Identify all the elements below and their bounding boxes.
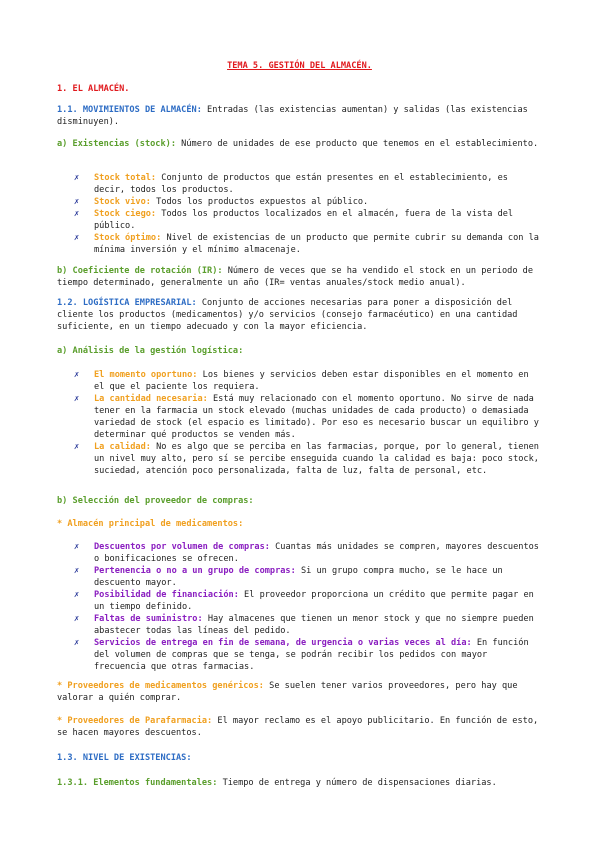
- term-financiacion: Posibilidad de financiación:: [94, 590, 239, 600]
- text-stock-ciego: Todos los productos localizados en el almacén, fuera de la vista del público.: [94, 209, 514, 231]
- list-item: [74, 369, 542, 393]
- heading-elementos: 1.3.1. Elementos fundamentales:: [57, 778, 218, 788]
- text-stock-optimo: Nivel de existencias de un producto que permite cubrir su demanda con la mínima inversión y el mínimo almacenaje.: [94, 233, 539, 255]
- heading-analisis: a) Análisis de la gestión logística:: [57, 346, 244, 356]
- cross-bullet-icon: ✗: [74, 566, 80, 576]
- cross-bullet-icon: ✗: [74, 209, 80, 219]
- cross-bullet-icon: ✗: [74, 590, 80, 600]
- list-stock-types: [74, 172, 542, 256]
- list-item: [74, 613, 542, 637]
- list-item: [74, 637, 542, 673]
- list-item: [74, 441, 542, 477]
- heading-parafarmacia: * Proveedores de Parafarmacia:: [57, 716, 213, 726]
- heading-seleccion: b) Selección del proveedor de compras:: [57, 496, 254, 506]
- list-almacen-principal: [74, 541, 542, 673]
- cross-bullet-icon: ✗: [74, 173, 80, 183]
- text-movimientos: Entradas (las existencias aumentan) y salidas (las existencias disminuyen).: [57, 105, 528, 127]
- cross-bullet-icon: ✗: [74, 197, 80, 207]
- term-stock-optimo: Stock óptimo:: [94, 233, 162, 243]
- term-cantidad-necesaria: La cantidad necesaria:: [94, 394, 208, 404]
- heading-almacen-principal: * Almacén principal de medicamentos:: [57, 519, 244, 529]
- paragraph-logistica: [57, 297, 545, 333]
- text-logistica: Conjunto de acciones necesarias para poner a disposición del cliente los productos (medicamentos) y/o servicios (consejo farmacéutico) en una cantidad suficiente, en un tiempo adecuado y con la mayor eficiencia.: [57, 298, 518, 332]
- list-item: [74, 565, 542, 589]
- heading-genericos: * Proveedores de medicamentos genéricos:: [57, 681, 264, 691]
- section-heading-1: 1. EL ALMACÉN.: [57, 84, 130, 94]
- cross-bullet-icon: ✗: [74, 394, 80, 404]
- text-momento-oportuno: Los bienes y servicios deben estar disponibles en el momento en el que el paciente los requiera.: [94, 370, 529, 392]
- list-item: [74, 589, 542, 613]
- term-servicios-entrega: Servicios de entrega en fin de semana, de urgencia o varias veces al día:: [94, 638, 472, 648]
- list-item: [74, 541, 542, 565]
- cross-bullet-icon: ✗: [74, 638, 80, 648]
- cross-bullet-icon: ✗: [74, 442, 80, 452]
- list-item: [74, 208, 542, 232]
- cross-bullet-icon: ✗: [74, 233, 80, 243]
- text-descuentos-volumen: Cuantas más unidades se compren, mayores descuentos o bonificaciones se ofrecen.: [94, 542, 539, 564]
- paragraph-rotacion: [57, 265, 545, 289]
- text-stock-total: Conjunto de productos que están presentes en el establecimiento, es decir, todos los productos.: [94, 173, 508, 195]
- cross-bullet-icon: ✗: [74, 614, 80, 624]
- text-servicios-entrega: En función del volumen de compras que se tenga, se podrán recibir los pedidos con mayor frecuencia que otras farmacias.: [94, 638, 529, 672]
- term-calidad: La calidad:: [94, 442, 151, 452]
- term-stock-total: Stock total:: [94, 173, 157, 183]
- cross-bullet-icon: ✗: [74, 542, 80, 552]
- text-existencias: Número de unidades de ese producto que tenemos en el establecimiento.: [176, 139, 539, 149]
- paragraph-elementos: [57, 777, 545, 789]
- paragraph-movimientos: [57, 104, 545, 128]
- text-calidad: No es algo que se perciba en las farmacias, porque, por lo general, tienen un nivel muy alto, pero sí se percibe enseguida cuando la calidad es baja: poco stock, suciedad, atención poco personalizada, falta de luz, falta de personal, etc.: [94, 442, 539, 476]
- term-stock-vivo: Stock vivo:: [94, 197, 151, 207]
- heading-nivel-existencias: 1.3. NIVEL DE EXISTENCIAS:: [57, 753, 192, 763]
- paragraph-genericos: [57, 680, 545, 704]
- term-momento-oportuno: El momento oportuno:: [94, 370, 198, 380]
- cross-bullet-icon: ✗: [74, 370, 80, 380]
- document-title: TEMA 5. GESTIÓN DEL ALMACÉN.: [227, 61, 372, 71]
- text-financiacion: El proveedor proporciona un crédito que permite pagar en un tiempo definido.: [94, 590, 534, 612]
- list-item: [74, 232, 542, 256]
- list-item: [74, 393, 542, 441]
- text-parafarmacia: El mayor reclamo es el apoyo publicitario. En función de esto, se hacen mayores descuentos.: [57, 716, 539, 738]
- text-grupo-compras: Si un grupo compra mucho, se le hace un descuento mayor.: [94, 566, 503, 588]
- paragraph-parafarmacia: [57, 715, 545, 739]
- term-stock-ciego: Stock ciego:: [94, 209, 157, 219]
- text-genericos: Se suelen tener varios proveedores, pero hay que valorar a quién comprar.: [57, 681, 518, 703]
- list-item: [74, 196, 542, 208]
- text-faltas-suministro: Hay almacenes que tienen un menor stock y que no siempre pueden abastecer todas las líneas del pedido.: [94, 614, 534, 636]
- term-faltas-suministro: Faltas de suministro:: [94, 614, 203, 624]
- text-cantidad-necesaria: Está muy relacionado con el momento oportuno. No sirve de nada tener en la farmacia un stock elevado (muchas unidades de cada producto) o demasiada variedad de stock (el espacio es limitado). Por eso es necesario buscar un equilibro y determinar qué productos se venden más.: [94, 394, 539, 440]
- text-elementos: Tiempo de entrega y número de dispensaciones diarias.: [217, 778, 497, 788]
- term-descuentos-volumen: Descuentos por volumen de compras:: [94, 542, 270, 552]
- list-analisis: [74, 369, 542, 477]
- text-rotacion: Número de veces que se ha vendido el stock en un periodo de tiempo determinado, generalmente un año (IR= ventas anuales/stock medio anual).: [57, 266, 534, 288]
- heading-rotacion: b) Coeficiente de rotación (IR):: [57, 266, 223, 276]
- term-grupo-compras: Pertenencia o no a un grupo de compras:: [94, 566, 296, 576]
- heading-logistica: 1.2. LOGÍSTICA EMPRESARIAL:: [57, 298, 197, 308]
- heading-movimientos: 1.1. MOVIMIENTOS DE ALMACÉN:: [57, 105, 202, 115]
- list-item: [74, 172, 542, 196]
- heading-existencias: a) Existencias (stock):: [57, 139, 176, 149]
- text-stock-vivo: Todos los productos expuestos al público.: [150, 197, 369, 207]
- paragraph-existencias: [57, 138, 545, 150]
